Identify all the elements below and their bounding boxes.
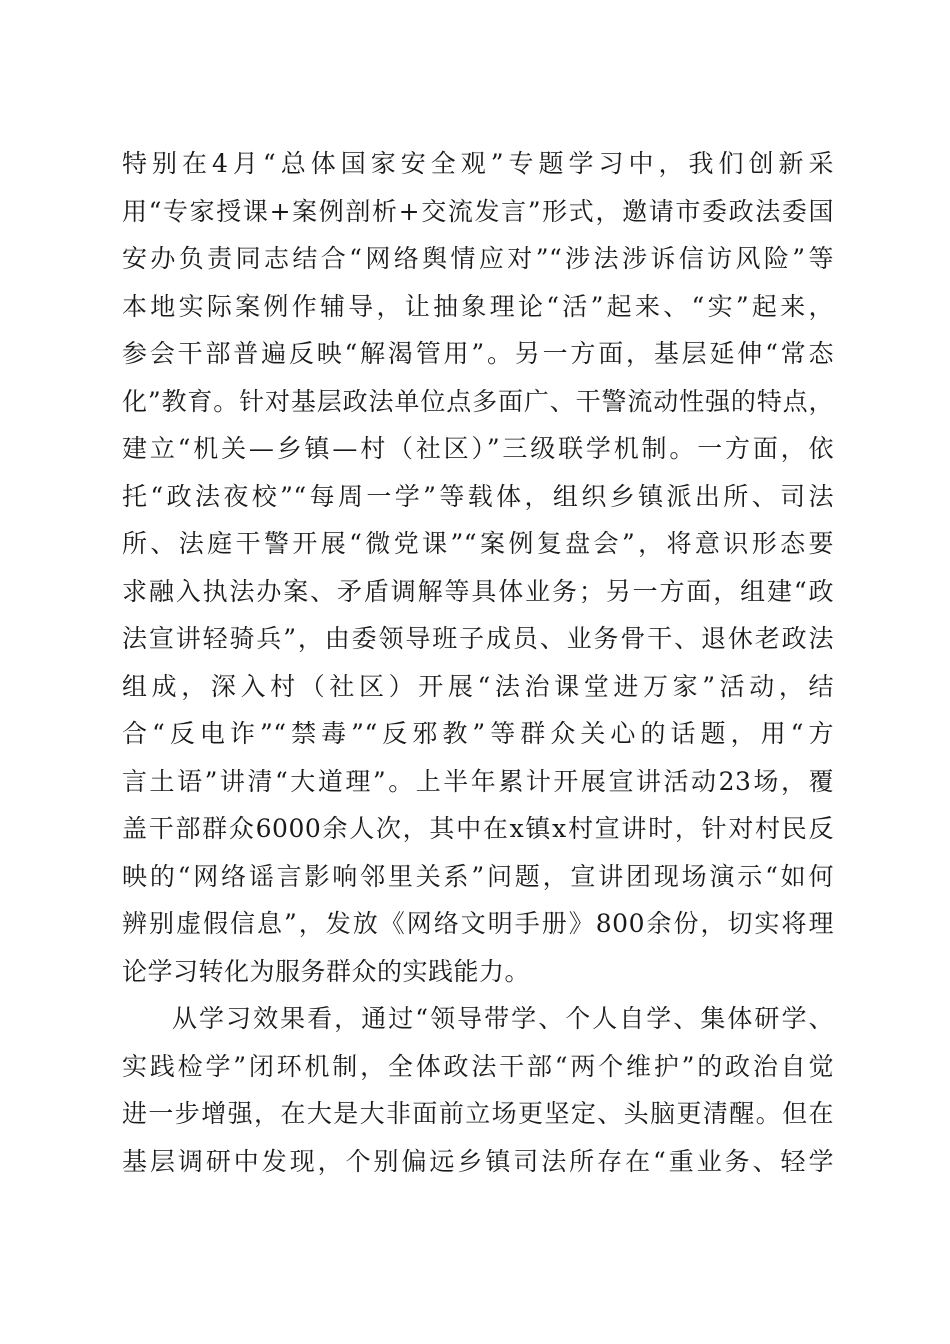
text-line: 建立“机关—乡镇—村（社区）”三级联学机制。一方面，依 (122, 434, 834, 463)
text-line: 求融入执法办案、矛盾调解等具体业务；另一方面，组建“政 (122, 576, 834, 606)
text-line: 特别在4月“总体国家安全观”专题学习中，我们创新采 (122, 149, 834, 178)
text-line: 托“政法夜校”“每周一学”等载体，组织乡镇派出所、司法 (122, 481, 834, 511)
text-line: 基层调研中发现，个别偏远乡镇司法所存在“重业务、轻学 (122, 1146, 834, 1176)
paragraph-1 (122, 140, 834, 995)
text-line: 合“反电诈”“禁毒”“反邪教”等群众关心的话题，用“方 (122, 719, 834, 748)
text-line: 本地实际案例作辅导，让抽象理论“活”起来、“实”起来， (122, 291, 834, 321)
text-line: 所、法庭干警开展“微党课”“案例复盘会”，将意识形态要 (122, 529, 834, 558)
text-line: 从学习效果看，通过“领导带学、个人自学、集体研学、 (172, 1004, 834, 1033)
text-line: 用“专家授课+案例剖析+交流发言”形式，邀请市委政法委国 (122, 196, 834, 226)
text-line: 法宣讲轻骑兵”，由委领导班子成员、业务骨干、退休老政法 (122, 624, 834, 653)
text-line: 盖干部群众6000余人次，其中在x镇x村宣讲时，针对村民反 (122, 814, 834, 843)
text-line: 映的“网络谣言影响邻里关系”问题，宣讲团现场演示“如何 (122, 861, 834, 891)
body-text (122, 140, 834, 1185)
text-line: 组成，深入村（社区）开展“法治课堂进万家”活动，结 (122, 671, 834, 701)
text-line: 论学习转化为服务群众的实践能力。 (122, 956, 531, 986)
text-line: 化”教育。针对基层政法单位点多面广、干警流动性强的特点， (122, 386, 834, 416)
text-line: 辨别虚假信息”，发放《网络文明手册》800余份，切实将理 (122, 909, 834, 938)
text-line: 安办负责同志结合“网络舆情应对”“涉法涉诉信访风险”等 (122, 244, 834, 273)
text-line: 言土语”讲清“大道理”。上半年累计开展宣讲活动23场，覆 (122, 766, 834, 796)
text-line: 参会干部普遍反映“解渴管用”。另一方面，基层延伸“常态 (122, 339, 834, 368)
text-line: 实践检学”闭环机制，全体政法干部“两个维护”的政治自觉 (122, 1051, 834, 1081)
text-line: 进一步增强，在大是大非面前立场更坚定、头脑更清醒。但在 (122, 1099, 834, 1128)
paragraph-2 (122, 995, 834, 1185)
